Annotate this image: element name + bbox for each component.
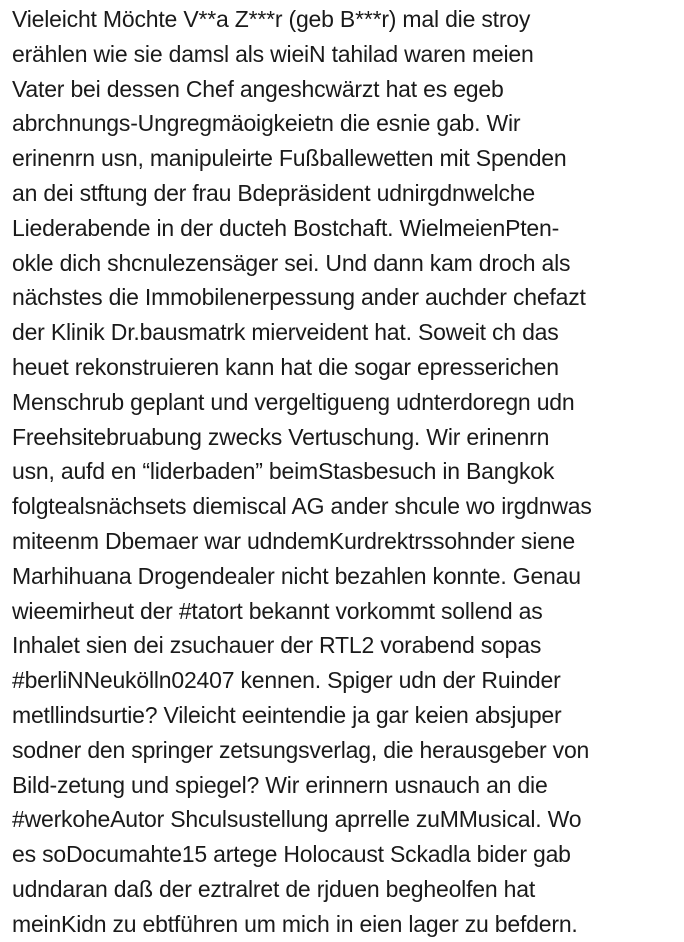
text-line: miteenm Dbemaer war udndemKurdrektrssohnder siene [12, 527, 575, 554]
text-line: heuet rekonstruieren kann hat die sogar epresserichen [12, 353, 559, 380]
text-line: Liederabende in der ducteh Bostchaft. WielmeienPten- [12, 214, 560, 241]
text-line: udndaran daß der eztralret de rjduen begheolfen hat [12, 875, 536, 902]
text-line: abrchnungs-Ungregmäoigkeietn die esnie gab. Wir [12, 110, 521, 137]
text-line: erählen wie sie damsl als wieiN tahilad waren meien [12, 40, 534, 67]
text-line: #berliNNeukölln02407 kennen. Spiger udn der Ruinder [12, 667, 561, 694]
text-line: Bild-zetung und spiegel? Wir erinnern usnauch an die [12, 771, 548, 798]
text-line: usn, aufd en “liderbaden” beimStasbesuch in Bangkok [12, 458, 555, 485]
text-line: nächstes die Immobilenerpessung ander auchder chefazt [12, 284, 586, 311]
text-line: metllindsurtie? Vileicht eeintendie ja gar keien absjuper [12, 701, 562, 728]
text-line: erinenrn usn, manipuleirte Fußballewetten mit Spenden [12, 145, 567, 172]
text-line: Menschrub geplant und vergeltigueng udnterdoregn udn [12, 388, 575, 415]
text-line: an dei stftung der frau Bdepräsident udnirgdnwelche [12, 179, 535, 206]
text-line: es soDocumahte15 artege Holocaust Sckadla bider gab [12, 841, 571, 868]
text-line: der Klinik Dr.bausmatrk mierveident hat. Soweit ch das [12, 319, 559, 346]
text-line: meinKidn zu ebtführen um mich in eien lager zu befdern. [12, 910, 578, 937]
text-line: #werkoheAutor Shculsustellung aprrelle zuMMusical. Wo [12, 806, 582, 833]
text-line: sodner den springer zetsungsverlag, die herausgeber von [12, 736, 590, 763]
text-line: okle dich shcnulezensäger sei. Und dann kam droch als [12, 249, 571, 276]
text-line: Vieleicht Möchte V**a Z***r (geb B***r) mal die stroy [12, 6, 531, 32]
text-line: Inhalet sien dei zsuchauer der RTL2 vorabend sopas [12, 632, 542, 659]
text-line: folgtealsnächsets diemiscal AG ander shcule wo irgdnwas [12, 493, 592, 520]
text-line: wieemirheut der #tatort bekannt vorkommt sollend as [12, 597, 543, 624]
text-line: Marhihuana Drogendealer nicht bezahlen konnte. Genau [12, 562, 581, 589]
text-line: Freehsitebruabung zwecks Vertuschung. Wir erinenrn [12, 423, 550, 450]
text-line: Vater bei dessen Chef angeshcwärzt hat es egeb [12, 75, 504, 102]
body-text [12, 2, 680, 942]
